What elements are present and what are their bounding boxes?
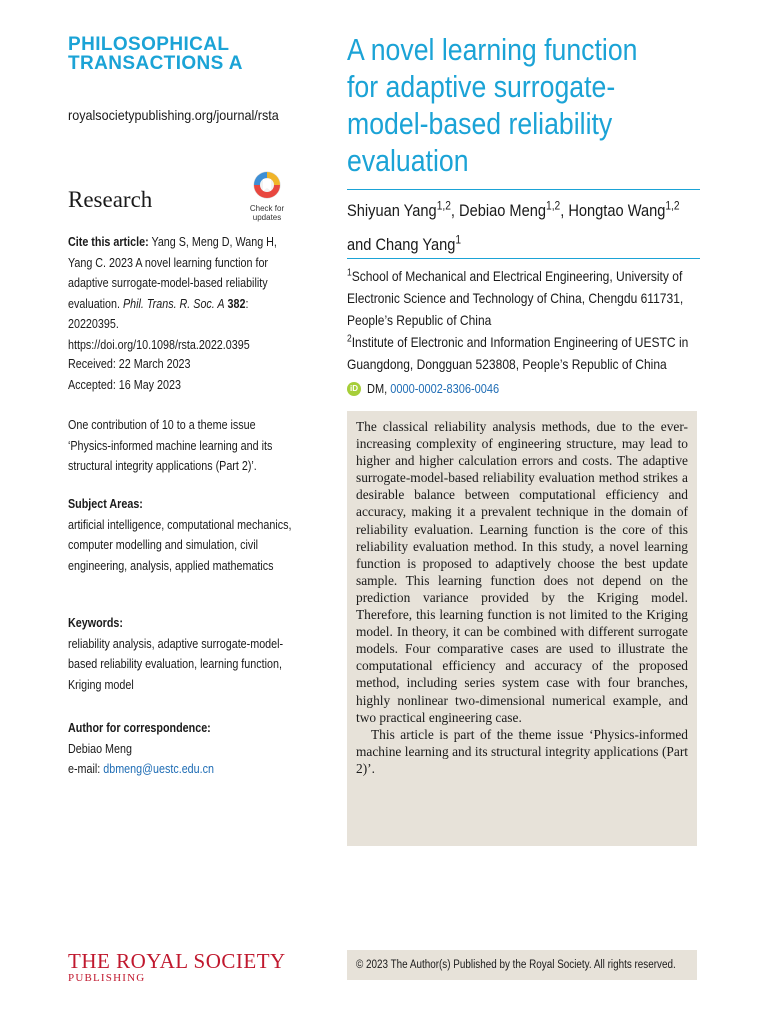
publisher-name: THE ROYAL SOCIETY [68, 949, 286, 973]
check-for-updates-badge[interactable] [244, 170, 290, 222]
orcid-icon[interactable]: iD [347, 382, 361, 396]
affiliation-text: School of Mechanical and Electrical Engineering, University of Electronic Science and Technology of China, Chengdu 611731, People’s Republic of China [347, 268, 684, 328]
section-label: Research [68, 187, 153, 212]
affiliations [347, 265, 700, 375]
author-name: Hongtao Wang [568, 201, 666, 220]
badge-line1: Check for [249, 204, 285, 213]
subject-areas-text: artificial intelligence, computational mechanics, computer modelling and simulation, civil engineering, analysis, applied mathematics [68, 517, 292, 573]
author-name: and Chang Yang [347, 235, 456, 254]
journal-name-line2: TRANSACTIONS A [68, 53, 243, 74]
correspondence-heading: Author for correspondence: [68, 721, 211, 735]
copyright-bar [347, 950, 697, 980]
copyright-icon: © [356, 959, 364, 971]
correspondence-name: Debiao Meng [68, 741, 132, 756]
citation-journal: Phil. Trans. R. Soc. A [122, 296, 225, 311]
author-list [347, 194, 700, 262]
title-divider [347, 189, 700, 190]
correspondence-block [68, 718, 293, 780]
journal-url[interactable]: royalsocietypublishing.org/journal/rsta [68, 107, 279, 123]
author [568, 198, 680, 220]
affiliation-number: 1 [347, 267, 352, 279]
journal-name [68, 35, 308, 73]
author-affiliation-mark: 1 [455, 232, 462, 247]
citation-label: Cite this article: [68, 235, 149, 249]
author [459, 198, 569, 220]
article-title: A novel learning function for adaptive surrogate-model-based reliability evaluation [347, 32, 638, 178]
citation-doi[interactable]: : 20220395. https://doi.org/10.1098/rsta.2022.0395 [68, 296, 250, 352]
keywords-text: reliability analysis, adaptive surrogate-model-based reliability evaluation, learning function, Kriging model [68, 636, 284, 692]
keywords [68, 613, 293, 695]
affiliation-number: 2 [347, 333, 352, 345]
affiliation [347, 331, 700, 375]
keywords-heading: Keywords: [68, 616, 123, 630]
citation-block [68, 232, 292, 355]
author-separator: , [450, 201, 460, 220]
abstract-paragraph: The classical reliability analysis methods, due to the ever-increasing complexity of engineering structure, may lead to higher and higher calculation errors and costs. The adaptive surrogate-model-based reliability evaluation method strikes a desirable balance between computational efficiency and accuracy, making it a prevalent technique in the domain of reliability evaluation. Learning function is the core of this reliability evaluation method. In this study, a novel learning function is proposed to adaptively choose the best update sample. This learning function does not depend on the prediction variance provided by the Kriging model. Therefore, this learning function is not limited to the Kriging model. In theory, it can be combined with different surrogate models. Four comparative cases are used to illustrate the computational efficiency and accuracy of the proposed method, including series system case with four branches, highly nonlinear two-dimensional numerical example, and two practical engineering case. [356, 419, 688, 725]
orcid-link[interactable]: 0000-0002-8306-0046 [390, 381, 500, 396]
author-separator: , [560, 201, 569, 220]
badge-line2: updates [252, 212, 282, 222]
authors-divider [347, 258, 700, 259]
journal-name-line1: PHILOSOPHICAL [68, 34, 230, 55]
dates-block [68, 354, 292, 395]
author [347, 232, 462, 254]
affiliation-text: Institute of Electronic and Information Engineering of UESTC in Guangdong, Dongguan 523808, People’s Republic of China [347, 334, 689, 372]
subject-areas-heading: Subject Areas: [68, 497, 143, 511]
author-name: Shiyuan Yang [347, 201, 437, 220]
orcid-initials: DM, [367, 381, 391, 396]
received-date: Received: 22 March 2023 [68, 357, 191, 371]
correspondence-email-line [68, 759, 293, 780]
author [347, 198, 460, 220]
affiliation [347, 265, 700, 331]
citation-volume: 382 [224, 296, 246, 311]
check-for-updates-icon [252, 170, 282, 200]
author-affiliation-mark: 1,2 [665, 198, 680, 213]
author-affiliation-mark: 1,2 [546, 198, 561, 213]
email-label: e-mail: [68, 762, 104, 776]
copyright-text: 2023 The Author(s) Published by the Royal Society. All rights reserved. [366, 959, 676, 971]
royal-society-logo[interactable] [68, 950, 308, 984]
author-affiliation-mark: 1,2 [436, 198, 451, 213]
subject-areas [68, 494, 293, 576]
abstract-theme-note: This article is part of the theme issue ‘Physics-informed machine learning and its structural integrity applications (Part 2)’. [356, 726, 688, 776]
email-link[interactable]: dbmeng@uestc.edu.cn [103, 762, 214, 776]
theme-issue-note: One contribution of 10 to a theme issue ‘Physics-informed machine learning and its structural integrity applications (Part 2)’. [68, 418, 273, 473]
abstract-box [347, 411, 697, 846]
accepted-date: Accepted: 16 May 2023 [68, 377, 181, 392]
citation-text: Yang S, Meng D, Wang H, Yang C. 2023 A novel learning function for adaptive surrogate-model-based reliability evaluation. [68, 235, 277, 311]
publisher-sub: PUBLISHING [68, 972, 146, 984]
orcid-line [347, 381, 517, 396]
author-name: Debiao Meng [459, 201, 547, 220]
